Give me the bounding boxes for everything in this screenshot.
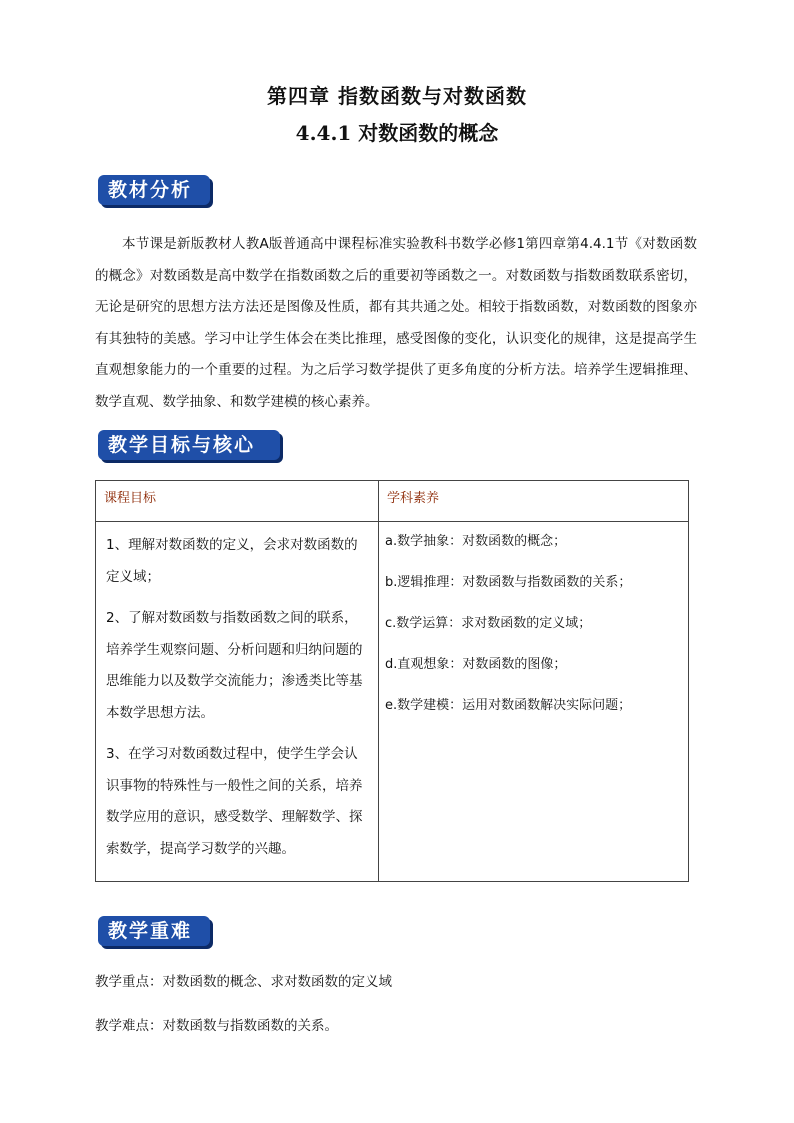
literacy-item: d.直观想象：对数函数的图像； bbox=[385, 657, 567, 672]
literacy-item: c.数学运算：求对数函数的定义域； bbox=[385, 616, 592, 631]
goal-item: 3、在学习对数函数过程中，使学生学会认识事物的特殊性与一般性之间的关系，培养数学应用的意识，感受数学、理解数学、探索数学，提高学习数学的兴趣。 bbox=[106, 746, 363, 857]
header-course-goals: 课程目标 bbox=[96, 481, 379, 522]
analysis-heading-badge: 教材分析 bbox=[98, 175, 210, 205]
literacy-cell bbox=[379, 522, 689, 882]
key-points-heading-badge: 教学重难点 bbox=[98, 916, 210, 946]
table-header-row bbox=[96, 481, 689, 522]
key-point-difficult: 教学难点：对数函数与指数函数的关系。 bbox=[95, 1018, 338, 1034]
literacy-item: b.逻辑推理：对数函数与指数函数的关系； bbox=[385, 575, 632, 590]
course-goals-cell bbox=[96, 522, 379, 882]
goals-heading-badge: 教学目标与核心素养 bbox=[98, 430, 280, 460]
section-title: 4.4.1 对数函数的概念 bbox=[295, 121, 499, 145]
table-body-row bbox=[96, 522, 689, 882]
literacy-item: e.数学建模：运用对数函数解决实际问题； bbox=[385, 698, 632, 713]
key-point-important: 教学重点：对数函数的概念、求对数函数的定义域 bbox=[95, 974, 392, 990]
chapter-title: 第四章 指数函数与对数函数 bbox=[267, 84, 527, 108]
literacy-item: a.数学抽象：对数函数的概念； bbox=[385, 534, 567, 549]
analysis-paragraph: 本节课是新版教材人教A版普通高中课程标准实验教科书数学必修1第四章第4.4.1节《对数函数的概念》对数函数是高中数学在指数函数之后的重要初等函数之一。对数函数与指数函数联系密切，无论是研究的思想方法方法还是图像及性质，都有其共通之处。相较于指数函数，对数函数的图象亦有其独特的美感。学习中让学生体会在类比推理，感受图像的变化，认识变化的规律，这是提高学生直观想象能力的一个重要的过程。为之后学习数学提供了更多角度的分析方法。培养学生逻辑推理、数学直观、数学抽象、和数学建模的核心素养。 bbox=[95, 236, 697, 410]
goal-item: 2、了解对数函数与指数函数之间的联系，培养学生观察问题、分析问题和归纳问题的思维能力以及数学交流能力；渗透类比等基本数学思想方法。 bbox=[106, 610, 363, 721]
goal-item: 1、理解对数函数的定义，会求对数函数的定义域； bbox=[106, 537, 358, 585]
goals-table bbox=[95, 480, 689, 882]
header-subject-literacy: 学科素养 bbox=[379, 481, 689, 522]
